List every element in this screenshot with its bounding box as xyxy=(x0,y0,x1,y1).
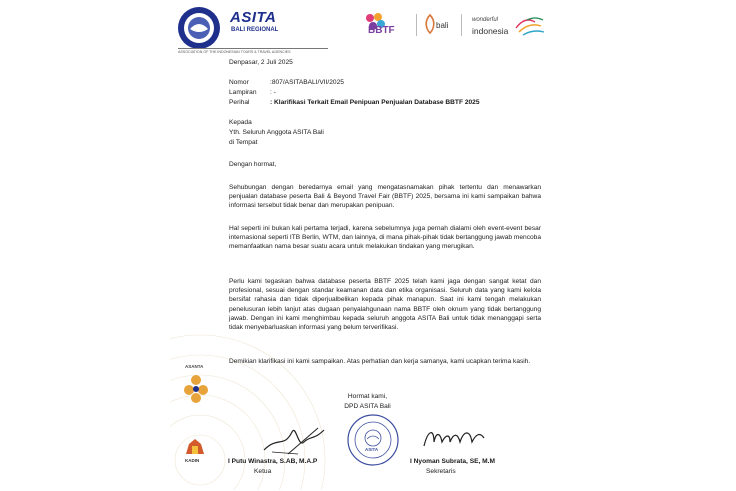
signatory-1-role: Ketua xyxy=(254,468,272,475)
paragraph-2: Hal seperti ini bukan kali pertama terjadi, karena sebelumnya juga pernah dialami oleh event-event besar internasional seperti ITB Berlin, WTM, dan lainnya, di mana pihak-pihak tidak bertanggung jawab mencoba memanfaatkan nama besar suatu acara untuk melakukan tindakan yang merugikan. xyxy=(229,225,541,251)
wonderful-main: indonesia xyxy=(472,26,509,36)
wonderful-indonesia-bird-icon xyxy=(513,14,547,38)
greeting: Dengan hormat, xyxy=(229,161,277,168)
signature-ketua-icon xyxy=(258,418,330,460)
bbtf-logo: BBTF xyxy=(368,25,395,36)
paragraph-4: Demikian klarifikasi ini kami sampaikan. Atas perhatian dan kerja samanya, kami ucapkan terima kasih. xyxy=(229,358,531,365)
letter-page xyxy=(170,0,565,491)
asita-sub: BALI REGIONAL xyxy=(231,27,279,33)
wonderful-top: wonderful xyxy=(472,17,499,23)
meta-label-nomor: Nomor xyxy=(229,79,249,86)
closing: Hormat kami, xyxy=(347,393,388,400)
bali-logo: bali xyxy=(436,21,449,30)
meta-value-lampiran: : - xyxy=(270,89,276,96)
meta-value-nomor: :807/ASITABALI/VII/2025 xyxy=(270,79,344,86)
signatory-2-name: I Nyoman Subrata, SE, M.M xyxy=(410,458,496,465)
asita-emblem-icon xyxy=(176,5,222,51)
signature-sekretaris-icon xyxy=(420,420,492,456)
kadin-label: KADIN xyxy=(185,458,200,463)
paragraph-3: Perlu kami tegaskan bahwa database peserta BBTF 2025 telah kami jaga dengan sangat ketat dan profesional, sesuai dengan standar keamanan data dan etika organisasi. Seluruh data yang kami kelola bersifat rahasia dan tidak diperjualbelikan kepada pihak manapun. Saat ini kami tengah melakukan penelusuran lebih lanjut atas dugaan penyalahgunaan nama BBTF oleh oknum yang tidak bertanggung jawab. Dengan ini kami menghimbau kepada seluruh anggota ASITA Bali untuk tidak menanggapi serta tidak menyebarluaskan informasi yang belum terverifikasi. xyxy=(229,278,541,332)
logo-divider-1 xyxy=(416,14,417,36)
asanta-logo-icon xyxy=(182,372,210,404)
official-stamp-icon xyxy=(345,412,401,468)
recipient-line-3: di Tempat xyxy=(229,139,258,146)
stamp-text: ASITA xyxy=(365,447,379,452)
meta-label-lampiran: Lampiran xyxy=(229,89,257,96)
meta-label-perihal: Perihal xyxy=(229,99,250,106)
place-date: Denpasar, 2 Juli 2025 xyxy=(229,59,293,66)
kadin-logo-icon xyxy=(184,436,206,456)
asita-name: ASITA xyxy=(230,9,277,26)
asanta-label: ASANTA xyxy=(185,364,204,369)
recipient-line-2: Yth. Seluruh Anggota ASITA Bali xyxy=(229,129,324,136)
signatory-2-role: Sekretaris xyxy=(426,468,456,475)
paragraph-1: Sehubungan dengan beredarnya email yang mengatasnamakan pihak tertentu dan menawarkan penjualan database peserta Bali & Beyond Travel Fair (BBTF) 2025, bersama ini kami sampaikan bahwa informasi tersebut tidak benar dan merupakan penipuan. xyxy=(229,184,541,210)
recipient-line-1: Kepada xyxy=(229,119,252,126)
logo-divider-2 xyxy=(461,14,462,36)
meta-value-perihal: : Klarifikasi Terkait Email Penipuan Penjualan Database BBTF 2025 xyxy=(270,99,480,106)
closing-org: DPD ASITA Bali xyxy=(344,403,391,410)
asita-tagline: ASSOCIATION OF THE INDONESIAN TOURS & TRAVEL AGENCIES xyxy=(178,50,291,54)
signatory-1-name: I Putu Winastra, S.AB, M.A.P xyxy=(228,458,318,465)
header-rule xyxy=(178,48,328,49)
